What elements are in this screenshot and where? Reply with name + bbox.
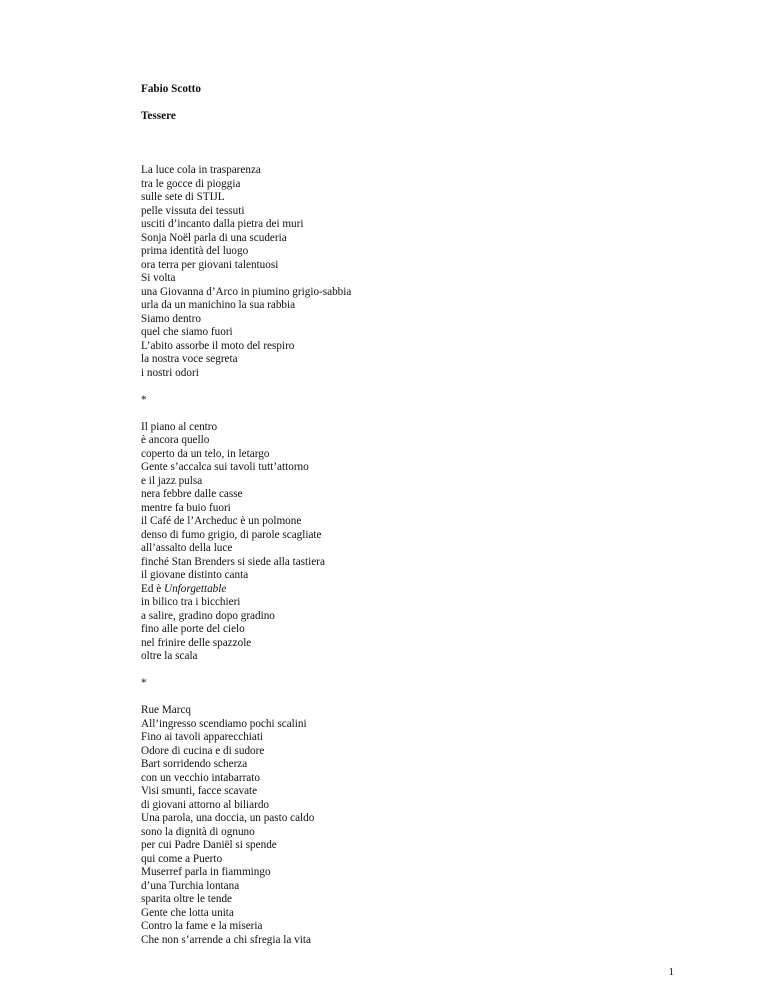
poem-line: Odore di cucina e di sudore <box>141 744 265 757</box>
poem-line: Una parola, una doccia, un pasto caldo <box>141 812 315 824</box>
poem-line: L’abito assorbe il moto del respiro <box>141 339 295 352</box>
poem-line: usciti d’incanto dalla pietra dei muri <box>141 218 304 230</box>
poem-line: il giovane distinto canta <box>141 569 249 581</box>
poem-line: per cui Padre Daniël si spende <box>141 839 277 851</box>
poem-line: a salire, gradino dopo gradino <box>141 609 275 622</box>
poem-line: sulle sete di STIJL <box>141 191 225 203</box>
poem-line: coperto da un telo, in letargo <box>141 447 270 460</box>
poem-line: di giovani attorno al biliardo <box>141 798 270 811</box>
poem-line: tra le gocce di pioggia <box>141 177 241 190</box>
poem-line: Fino ai tavoli apparecchiati <box>141 731 264 743</box>
section-separator: * <box>141 393 147 406</box>
poem-line: e il jazz pulsa <box>141 474 203 487</box>
song-title-italic: Unforgettable <box>164 582 227 595</box>
poem-line: Siamo dentro <box>141 312 201 325</box>
poem-line: urla da un manichino la sua rabbia <box>141 299 296 311</box>
poem-line: La luce cola in trasparenza <box>141 164 261 176</box>
poem-line: il Café de l’Archeduc è un polmone <box>141 515 302 527</box>
poem-title: Tessere <box>141 110 176 122</box>
poem-line: Che non s’arrende a chi sfregia la vita <box>141 933 311 946</box>
poem-line: Contro la fame e la miseria <box>141 920 263 932</box>
poem-line: ora terra per giovani talentuosi <box>141 258 279 271</box>
author-name: Fabio Scotto <box>141 83 201 95</box>
poem-line: oltre la scala <box>141 650 198 662</box>
poem-line: d’una Turchia lontana <box>141 879 240 892</box>
poem-line: Rue Marcq <box>141 704 192 716</box>
poem-section-1 <box>141 164 661 380</box>
poem-line: Gente che lotta unita <box>141 906 234 919</box>
poem-line: in bilico tra i bicchieri <box>141 596 241 608</box>
poem-line: Visi smunti, facce scavate <box>141 785 258 797</box>
section-separator: * <box>141 677 147 689</box>
poem-line: qui come a Puerto <box>141 852 223 865</box>
poem-line: è ancora quello <box>141 434 210 446</box>
poem-line: fino alle porte del cielo <box>141 623 245 635</box>
poem-line: nel frinire delle spazzole <box>141 636 252 649</box>
poem-line: la nostra voce segreta <box>141 353 238 365</box>
poem-section-2 <box>141 421 661 664</box>
poem-line: quel che siamo fuori <box>141 326 233 338</box>
poem-line: denso di fumo grigio, di parole scagliate <box>141 528 322 541</box>
poem-line: All’ingresso scendiamo pochi scalini <box>141 717 307 730</box>
poem-line: i nostri odori <box>141 366 199 379</box>
document-body <box>141 83 661 947</box>
poem-line: all’assalto della luce <box>141 542 233 554</box>
poem-line: Muserref parla in fiammingo <box>141 866 271 878</box>
page-number: 1 <box>668 966 674 978</box>
poem-line: prima identità del luogo <box>141 245 249 257</box>
poem-line: una Giovanna d’Arco in piumino grigio-sabbia <box>141 285 352 298</box>
poem-line: mentre fa buio fuori <box>141 501 231 514</box>
poem-line-prefix: Ed è <box>141 582 164 595</box>
poem-line: sono la dignità di ognuno <box>141 825 255 838</box>
poem-line: Sonja Noël parla di una scuderia <box>141 231 287 244</box>
poem-line: nera febbre dalle casse <box>141 488 243 500</box>
poem-line: Si volta <box>141 272 176 284</box>
poem-line: Gente s’accalca sui tavoli tutt’attorno <box>141 461 309 473</box>
poem-line: sparita oltre le tende <box>141 893 233 905</box>
poem-line: Il piano al centro <box>141 420 218 433</box>
poem-line-with-italic <box>141 583 661 597</box>
poem-section-3 <box>141 704 661 947</box>
poem-line: con un vecchio intabarrato <box>141 771 260 784</box>
poem-line: finché Stan Brenders si siede alla tastiera <box>141 555 325 568</box>
poem-line: pelle vissuta dei tessuti <box>141 204 245 217</box>
poem-line: Bart sorridendo scherza <box>141 758 248 770</box>
